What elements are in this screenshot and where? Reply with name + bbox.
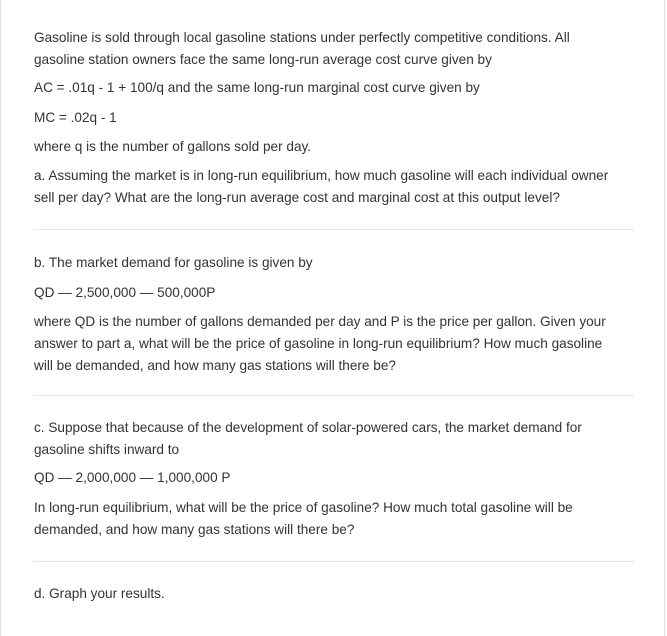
part-b-demand-equation xyxy=(34,282,634,304)
part-b-intro xyxy=(34,252,634,274)
divider-2 xyxy=(34,395,634,396)
intro-line-2: gasoline station owners face the same long-run average cost curve given by xyxy=(34,52,492,67)
part-b-line-1: b. The market demand for gasoline is given by xyxy=(34,255,313,270)
intro-line-1: Gasoline is sold through local gasoline stations under perfectly competitive conditions. All xyxy=(34,30,570,45)
part-a-line-2: sell per day? What are the long-run average cost and marginal cost at this output level? xyxy=(34,190,560,205)
divider-3 xyxy=(34,561,634,562)
part-c-question xyxy=(34,497,634,541)
part-c-demand-text: QD — 2,000,000 — 1,000,000 P xyxy=(34,470,231,485)
part-b-question-line-3: will be demanded, and how many gas stations will there be? xyxy=(34,358,396,373)
mc-equation-text: MC = .02q - 1 xyxy=(34,110,117,125)
part-b-question-line-1: where QD is the number of gallons demanded per day and P is the price per gallon. Given your xyxy=(34,314,606,329)
part-a-question xyxy=(34,165,634,209)
ac-equation-text: AC = .01q - 1 + 100/q and the same long-run marginal cost curve given by xyxy=(34,80,480,95)
part-d-text: d. Graph your results. xyxy=(34,586,165,601)
part-b-question-line-2: answer to part a, what will be the price of gasoline in long-run equilibrium? How much gasoline xyxy=(34,336,603,351)
q-definition xyxy=(34,136,634,158)
part-b-question xyxy=(34,311,634,377)
mc-equation xyxy=(34,107,634,129)
part-a-line-1: a. Assuming the market is in long-run equilibrium, how much gasoline will each individual owner xyxy=(34,168,609,183)
ac-equation xyxy=(34,77,634,99)
part-c-line-1: c. Suppose that because of the development of solar-powered cars, the market demand for xyxy=(34,420,582,435)
part-d xyxy=(34,583,634,605)
part-c-question-line-2: demanded, and how many gas stations will there be? xyxy=(34,522,355,537)
part-c-question-line-1: In long-run equilibrium, what will be the price of gasoline? How much total gasoline will be xyxy=(34,500,573,515)
part-b-demand-text: QD — 2,500,000 — 500,000P xyxy=(34,285,216,300)
part-c-intro xyxy=(34,417,634,461)
divider-1 xyxy=(34,229,634,230)
part-a-block xyxy=(34,27,634,71)
part-c-demand-equation xyxy=(34,467,634,489)
q-definition-text: where q is the number of gallons sold per day. xyxy=(34,139,312,154)
part-c-line-2: gasoline shifts inward to xyxy=(34,442,180,457)
intro-paragraph xyxy=(34,27,634,71)
